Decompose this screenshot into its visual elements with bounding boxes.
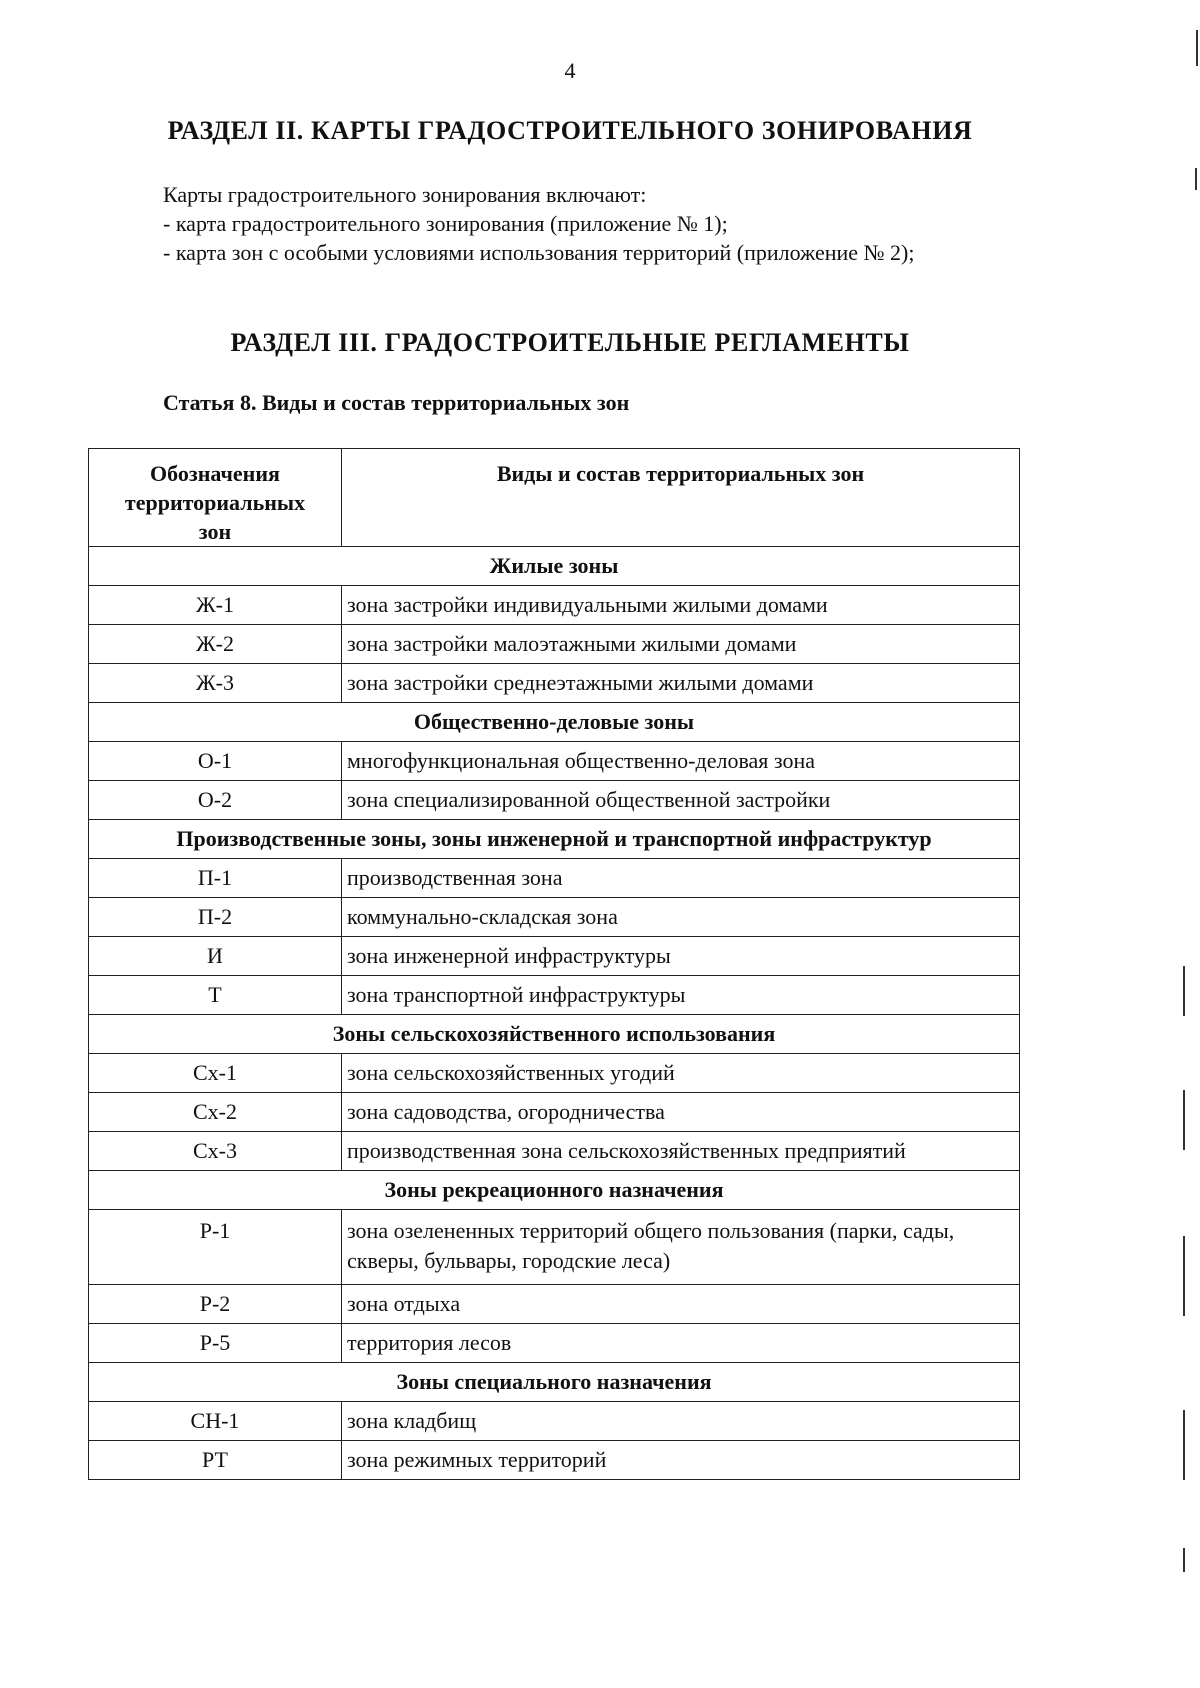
zone-group-title: Зоны специального назначения [89,1363,1020,1402]
zone-code: И [89,937,342,976]
zone-code: Ж-2 [89,625,342,664]
table-row [89,625,1020,664]
table-row [89,1285,1020,1324]
zone-group-row [89,1171,1020,1210]
zone-description: производственная зона сельскохозяйственных предприятий [342,1132,1020,1171]
section-2-title: РАЗДЕЛ II. КАРТЫ ГРАДОСТРОИТЕЛЬНОГО ЗОНИРОВАНИЯ [167,116,973,145]
zone-group-title: Общественно-деловые зоны [89,703,1020,742]
zone-code: Р-5 [89,1324,342,1363]
zone-description: зона режимных территорий [342,1441,1020,1480]
zone-description: коммунально-складская зона [342,898,1020,937]
scan-artifact [1195,168,1197,190]
scan-artifact [1183,1090,1185,1150]
table-row [89,898,1020,937]
table-row [89,781,1020,820]
header-code-line: территориальных [124,490,306,515]
zone-code: Р-2 [89,1285,342,1324]
zone-description: производственная зона [342,859,1020,898]
zone-description: зона озелененных территорий общего пользования (парки, сады, скверы, бульвары, городские леса) [342,1210,1020,1285]
scan-artifact [1183,1236,1185,1316]
zone-group-row [89,820,1020,859]
header-description: Виды и состав территориальных зон [342,449,1020,547]
scan-artifact [1183,966,1185,1016]
zone-code: Сх-1 [89,1054,342,1093]
table-row [89,1324,1020,1363]
zone-code: Сх-3 [89,1132,342,1171]
zone-code: Т [89,976,342,1015]
maps-list-item: - карта градостроительного зонирования (приложение № 1); [163,211,728,236]
article-title: Статья 8. Виды и состав территориальных зон [163,390,630,415]
zone-group-row [89,703,1020,742]
maps-list [163,180,914,267]
scan-artifact [1183,1410,1185,1480]
zone-code: Сх-2 [89,1093,342,1132]
zone-code: П-1 [89,859,342,898]
table-row [89,586,1020,625]
zone-group-title: Жилые зоны [89,547,1020,586]
header-code-line: зон [198,519,232,544]
zone-description: зона транспортной инфраструктуры [342,976,1020,1015]
zone-code: РТ [89,1441,342,1480]
table-row [89,1054,1020,1093]
zones-table-body [89,547,1020,1480]
zone-group-title: Зоны сельскохозяйственного использования [89,1015,1020,1054]
zone-group-title: Производственные зоны, зоны инженерной и транспортной инфраструктур [89,820,1020,859]
scan-artifact [1196,30,1198,66]
zone-code: О-1 [89,742,342,781]
maps-list-item: - карта зон с особыми условиями использования территорий (приложение № 2); [163,240,915,265]
zone-code: Ж-1 [89,586,342,625]
zone-description: зона застройки малоэтажными жилыми домами [342,625,1020,664]
table-row [89,664,1020,703]
page-number: 4 [564,58,576,83]
scan-artifact [1183,1548,1185,1572]
zone-group-title: Зоны рекреационного назначения [89,1171,1020,1210]
zone-group-row [89,547,1020,586]
zone-description: зона сельскохозяйственных угодий [342,1054,1020,1093]
zones-table [88,448,1020,1480]
section-3-title: РАЗДЕЛ III. ГРАДОСТРОИТЕЛЬНЫЕ РЕГЛАМЕНТЫ [230,328,910,357]
header-code [89,449,342,547]
zone-code: СН-1 [89,1402,342,1441]
table-row [89,859,1020,898]
zone-description: зона специализированной общественной застройки [342,781,1020,820]
zone-description: зона садоводства, огородничества [342,1093,1020,1132]
maps-intro: Карты градостроительного зонирования включают: [163,182,647,207]
zone-group-row [89,1363,1020,1402]
table-row [89,1402,1020,1441]
zone-code: Ж-3 [89,664,342,703]
header-code-line: Обозначения [150,461,280,486]
zone-description: зона застройки индивидуальными жилыми домами [342,586,1020,625]
zone-description: территория лесов [342,1324,1020,1363]
zone-group-row [89,1015,1020,1054]
zone-description: зона отдыха [342,1285,1020,1324]
zone-code: Р-1 [89,1210,342,1285]
table-header-row [89,449,1020,547]
zone-description: зона инженерной инфраструктуры [342,937,1020,976]
table-row [89,742,1020,781]
zone-description: зона застройки среднеэтажными жилыми домами [342,664,1020,703]
table-row [89,1210,1020,1285]
zone-code: П-2 [89,898,342,937]
zone-code: О-2 [89,781,342,820]
table-row [89,976,1020,1015]
zone-description: многофункциональная общественно-деловая зона [342,742,1020,781]
table-row [89,1132,1020,1171]
table-row [89,1441,1020,1480]
table-row [89,937,1020,976]
zone-description: зона кладбищ [342,1402,1020,1441]
table-row [89,1093,1020,1132]
